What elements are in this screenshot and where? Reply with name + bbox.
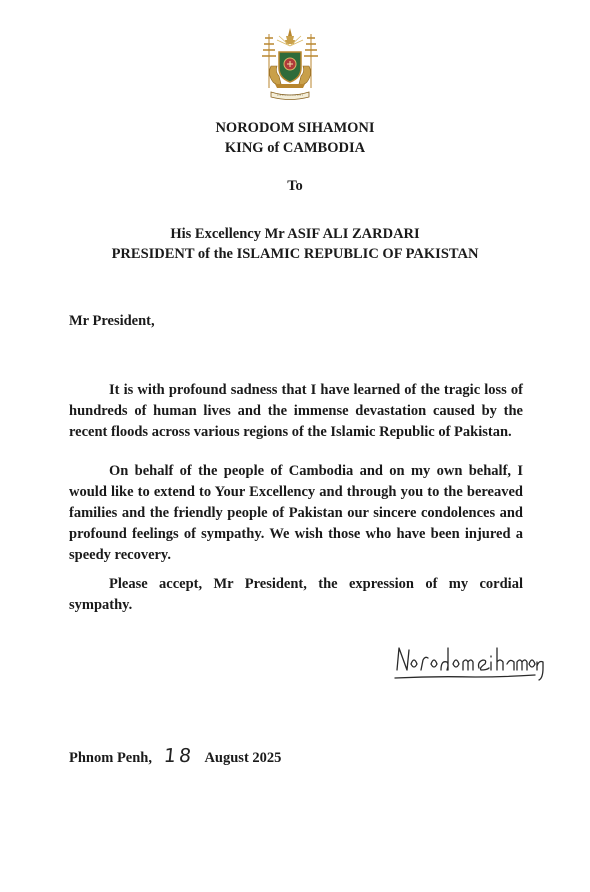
salutation: Mr President, (69, 313, 155, 329)
place: Phnom Penh, (69, 750, 152, 766)
sender-block (0, 118, 590, 158)
recipient-block (0, 224, 590, 264)
date-day-handwritten: 18 (162, 745, 195, 767)
recipient-title: PRESIDENT of the ISLAMIC REPUBLIC OF PAKISTAN (111, 246, 479, 262)
body-paragraph-2: On behalf of the people of Cambodia and on my own behalf, I would like to extend to Your Excellency and through you to the bereaved families and the friendly people of Pakistan our sincere condolences and profound feelings of sympathy. We wish those who have been injured a speedy recovery. (69, 463, 523, 563)
place-and-date (69, 744, 281, 770)
sender-title: KING of CAMBODIA (224, 140, 366, 156)
to-label: To (287, 178, 303, 194)
recipient-name: His Excellency Mr ASIF ALI ZARDARI (170, 226, 420, 242)
handwritten-signature (393, 640, 548, 690)
sender-name: NORODOM SIHAMONI (215, 120, 375, 136)
date-month-year: August 2025 (204, 750, 282, 766)
body-paragraph-1: It is with profound sadness that I have learned of the tragic loss of hundreds of human lives and the immense devastation caused by the recent floods across various regions of the Islamic Republic of Pakistan. (69, 382, 523, 440)
royal-coat-of-arms-icon (259, 26, 321, 102)
body-paragraph-3: Please accept, Mr President, the expression of my cordial sympathy. (69, 576, 523, 613)
